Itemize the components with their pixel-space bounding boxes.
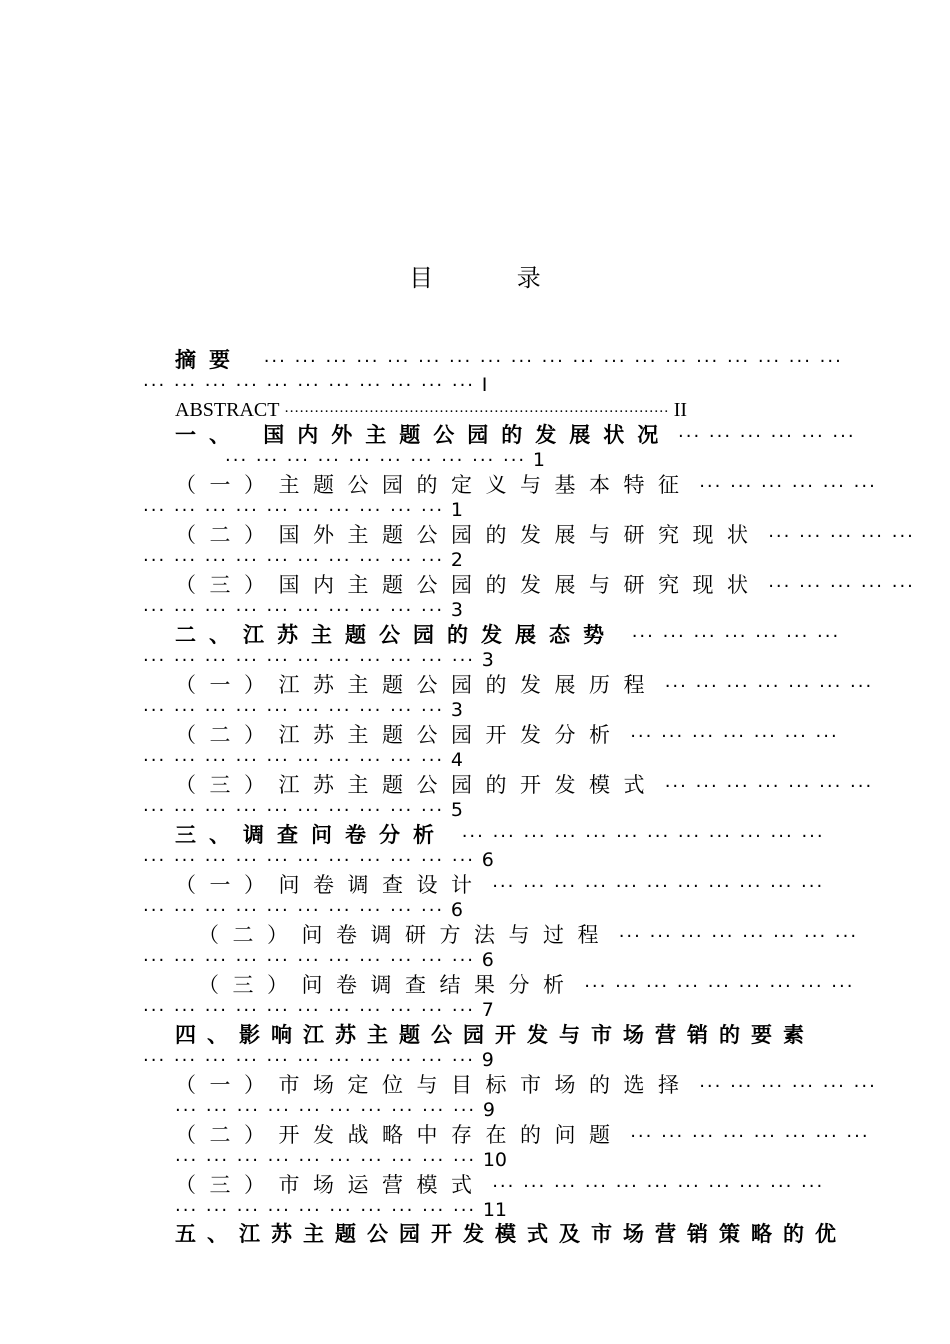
toc-entry-abstract-cn[interactable]: 摘要 ··· ··· ··· ··· ··· ··· ··· ··· ··· ··· ··· ··· ··· ··· ··· ··· ··· ··· ··· xyxy=(175,348,843,372)
page-number: 7 xyxy=(481,999,494,1021)
toc-entry-ch1-cont: ··· ··· ··· ··· ··· ··· ··· ··· ··· ··· 1 xyxy=(225,449,545,471)
toc-entry-ch3-1[interactable]: （一）问卷调查设计 ··· ··· ··· ··· ··· ··· ··· ··· ··· ··· ··· xyxy=(175,873,825,897)
toc-entry-ch4-3[interactable]: （三）市场运营模式 ··· ··· ··· ··· ··· ··· ··· ··· ··· ··· ··· xyxy=(175,1173,825,1197)
page-number: 9 xyxy=(482,1099,495,1121)
page-number: 3 xyxy=(450,699,463,721)
page-number: I xyxy=(481,374,488,396)
toc-entry-ch1-3[interactable]: （三）国内主题公园的发展与研究现状 ··· ··· ··· ··· ··· xyxy=(175,573,915,597)
toc-entry-ch3-cont: ··· ··· ··· ··· ··· ··· ··· ··· ··· ··· ··· 6 xyxy=(143,849,494,871)
page-number: 2 xyxy=(450,549,463,571)
toc-entry-ch1-3-cont: ··· ··· ··· ··· ··· ··· ··· ··· ··· ··· 3 xyxy=(143,599,463,621)
toc-entry-ch2-2-cont: ··· ··· ··· ··· ··· ··· ··· ··· ··· ··· 4 xyxy=(143,749,463,771)
page-number: 1 xyxy=(532,449,545,471)
toc-entry-ch2-3-cont: ··· ··· ··· ··· ··· ··· ··· ··· ··· ··· 5 xyxy=(143,799,463,821)
toc-entry-ch1-1[interactable]: （一）主题公园的定义与基本特征 ··· ··· ··· ··· ··· ··· xyxy=(175,473,877,497)
toc-entry-ch4-3-cont: ··· ··· ··· ··· ··· ··· ··· ··· ··· ··· 11 xyxy=(175,1199,508,1221)
toc-entry-ch4-2[interactable]: （二）开发战略中存在的问题 ··· ··· ··· ··· ··· ··· ··· ··· xyxy=(175,1123,870,1147)
toc-entry-ch2-3[interactable]: （三）江苏主题公园的开发模式 ··· ··· ··· ··· ··· ··· ··· xyxy=(175,773,874,797)
page-number: 3 xyxy=(450,599,463,621)
page-number: 10 xyxy=(482,1149,508,1171)
toc-entry-ch2-2[interactable]: （二）江苏主题公园开发分析 ··· ··· ··· ··· ··· ··· ··· xyxy=(175,723,839,747)
page-number: 6 xyxy=(450,899,463,921)
page-number: 6 xyxy=(481,849,494,871)
page-number: II xyxy=(673,399,688,421)
toc-entry-ch4[interactable]: 四、影响江苏主题公园开发与市场营销的要素 xyxy=(175,1023,815,1047)
toc-entry-ch5[interactable]: 五、江苏主题公园开发模式及市场营销策略的优 xyxy=(175,1222,847,1246)
toc-entry-ch3-2-cont: ··· ··· ··· ··· ··· ··· ··· ··· ··· ··· ··· 6 xyxy=(143,949,494,971)
page-number: 4 xyxy=(450,749,463,771)
toc-entry-ch3-1-cont: ··· ··· ··· ··· ··· ··· ··· ··· ··· ··· 6 xyxy=(143,899,463,921)
toc-entry-ch4-1[interactable]: （一）市场定位与目标市场的选择 ··· ··· ··· ··· ··· ··· xyxy=(175,1073,877,1097)
toc-entry-ch1[interactable]: 一、 国内外主题公园的发展状况 ··· ··· ··· ··· ··· ··· xyxy=(175,423,856,447)
toc-entry-ch1-2[interactable]: （二）国外主题公园的发展与研究现状 ··· ··· ··· ··· ··· xyxy=(175,523,915,547)
toc-entry-abstract-en[interactable]: ABSTRACT ············································································· II xyxy=(175,399,688,421)
page-number: 1 xyxy=(450,499,463,521)
toc-entry-ch4-1-cont: ··· ··· ··· ··· ··· ··· ··· ··· ··· ··· 9 xyxy=(175,1099,495,1121)
toc-entry-ch2-1-cont: ··· ··· ··· ··· ··· ··· ··· ··· ··· ··· 3 xyxy=(143,699,463,721)
toc-entry-ch2-1[interactable]: （一）江苏主题公园的发展历程 ··· ··· ··· ··· ··· ··· ··· xyxy=(175,673,874,697)
toc-entry-ch2[interactable]: 二、江苏主题公园的发展态势 ··· ··· ··· ··· ··· ··· ··· xyxy=(175,623,841,647)
page-number: 3 xyxy=(481,649,494,671)
toc-entry-ch3-3-cont: ··· ··· ··· ··· ··· ··· ··· ··· ··· ··· ··· 7 xyxy=(143,999,494,1021)
toc-entry-ch1-1-cont: ··· ··· ··· ··· ··· ··· ··· ··· ··· ··· 1 xyxy=(143,499,463,521)
toc-entry-ch3-2[interactable]: （二）问卷调研方法与过程 ··· ··· ··· ··· ··· ··· ··· ··· xyxy=(198,923,859,947)
toc-entry-ch4-2-cont: ··· ··· ··· ··· ··· ··· ··· ··· ··· ··· 10 xyxy=(175,1149,508,1171)
toc-entry-ch2-cont: ··· ··· ··· ··· ··· ··· ··· ··· ··· ··· ··· 3 xyxy=(143,649,494,671)
page-number: 9 xyxy=(481,1049,494,1071)
toc-entry-ch4-cont: ··· ··· ··· ··· ··· ··· ··· ··· ··· ··· ··· 9 xyxy=(143,1049,494,1071)
page-number: 11 xyxy=(482,1199,508,1221)
toc-entry-abstract-cn-cont: ··· ··· ··· ··· ··· ··· ··· ··· ··· ··· ··· I xyxy=(143,374,488,396)
toc-entry-ch3-3[interactable]: （三）问卷调查结果分析 ··· ··· ··· ··· ··· ··· ··· ··· ··· xyxy=(198,973,855,997)
toc-title: 目 录 xyxy=(409,264,579,292)
toc-entry-ch1-2-cont: ··· ··· ··· ··· ··· ··· ··· ··· ··· ··· 2 xyxy=(143,549,463,571)
toc-entry-ch3[interactable]: 三、调查问卷分析 ··· ··· ··· ··· ··· ··· ··· ··· ··· ··· ··· ··· xyxy=(175,823,825,847)
page-number: 5 xyxy=(450,799,463,821)
page-number: 6 xyxy=(481,949,494,971)
